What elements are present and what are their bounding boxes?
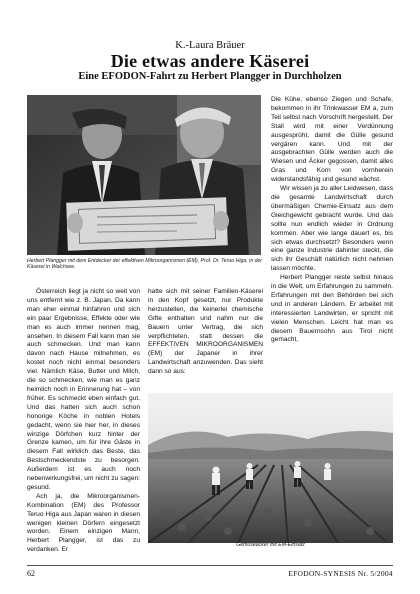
footer-rule xyxy=(27,565,393,566)
article-author: K.-Laura Bräuer xyxy=(175,40,245,51)
photo-two-men-holding-certificate xyxy=(27,95,261,255)
text-column-2 xyxy=(148,288,263,377)
article-title: Die etwas andere Käserei xyxy=(110,51,310,71)
article-subtitle: Eine EFODON-Fahrt zu Herbert Plangger in Durchholzen xyxy=(78,71,342,82)
page-number: 62 xyxy=(27,569,35,578)
paragraph: Ach ja, die Mikroorganismen-Kombination (EM) des Professor Teruo Higa aus Japan waren in diesen wenigen kleinen Dörfern eingesetzt worden. Einem einzigen Mann, Herbert Plangger, ist das zu verdanken. Er xyxy=(27,492,140,554)
text-column-3 xyxy=(271,96,393,345)
photo-top-caption: Herbert Plangger mit dem Entdecker der effektiven Mikroorganismen (EM), Prof. Dr. Teruo Higa, in der Käserei in Walchsee. xyxy=(27,258,263,271)
text-column-1 xyxy=(27,288,140,555)
paragraph: Österreich liegt ja nicht so weit von uns entfernt wie z. B. Japan. Da kann man eher einmal hinfahren und sich ein paar Ergebnisse, Effekte oder wie man es auch immer nennen mag, ansehen. In diesem Fall kann man sie auch schmecken. Und man kann davon nach Hause mitnehmen, es kostet noch nicht einmal besonders viel. Nämlich Käse, Butter und Milch, die so schmecken, wie man es ganz heimlich noch in Erinnerung hat – von früher. Es schmeckt eben einfach gut. Und das hatten sich auch schon honorige Köche in noblen Hotels gedacht, wenn sie hier her, in dieses winzige Dörfchen kurz hinter der Grenze kamen, um für ihre Gäste in diesem Fall wirklich das Beste, das Bestschmeckendste zu besorgen. Außerdem ist es auch noch nebenwirkungsfrei, um nicht zu sagen: gesund. xyxy=(27,288,140,491)
paragraph: Herbert Plangger reiste selbst hinaus in die Welt, um Erfahrungen zu sammeln. Erfahrungen mit den Behörden bei sich und in anderen Ländern. Er arbeitet mit interessierten Landwirten, er spricht mit vielen Menschen. Leicht hat man es diesem Bauernsohn aus Tirol nicht gemacht, xyxy=(271,274,393,344)
paragraph: Die Kühe, ebenso Ziegen und Schafe, bekommen in ihr Trinkwasser EM a, zum Teil selbst nach Vorschrift hergestellt. Der Stall wird mit einer Verdünnung ausgesprüht, damit die Gülle gesund vergären kann. Und mit der ausgebrachten Gülle werden auch die Wiesen und Äcker gegossen, damit alles Gras und Korn von vornherein widerstandsfähig und gesund wächst. xyxy=(271,96,393,184)
paragraph: Wir wissen ja zu aller Leidwesen, dass die gesamte Landwirtschaft durch übermäßigen Chemie-Einsatz aus dem Gleichgewicht gebracht wurde. Und das sollte nun endlich wieder in Ordnung kommen. Aber wie lange dauert es, bis sich etwas durchsetzt? Besonders wenn eine ganze Industrie dahinter steckt, die sich ihr Geschäft natürlich nicht nehmen lassen möchte. xyxy=(271,185,393,273)
photo-vegetable-field-workers xyxy=(148,393,393,543)
photo-bottom-caption: Gemüseacker mit EM-Einsatz xyxy=(236,542,305,548)
journal-name: EFODON-SYNESIS Nr. 5/2004 xyxy=(288,569,393,578)
paragraph: hatte sich mit seiner Familien-Käserei in den Kopf gesetzt, nur Produkte herzustellen, die keinerlei chemische Gifte enthalten und nahm nur die Bauern unter Vertrag, die sich verpflichteten, statt dessen die EFFEKTIVEN MIKROORGANISMEN (EM) der Japaner in ihrer Landwirtschaft anzuwenden. Das sieht dann so aus: xyxy=(148,288,263,376)
